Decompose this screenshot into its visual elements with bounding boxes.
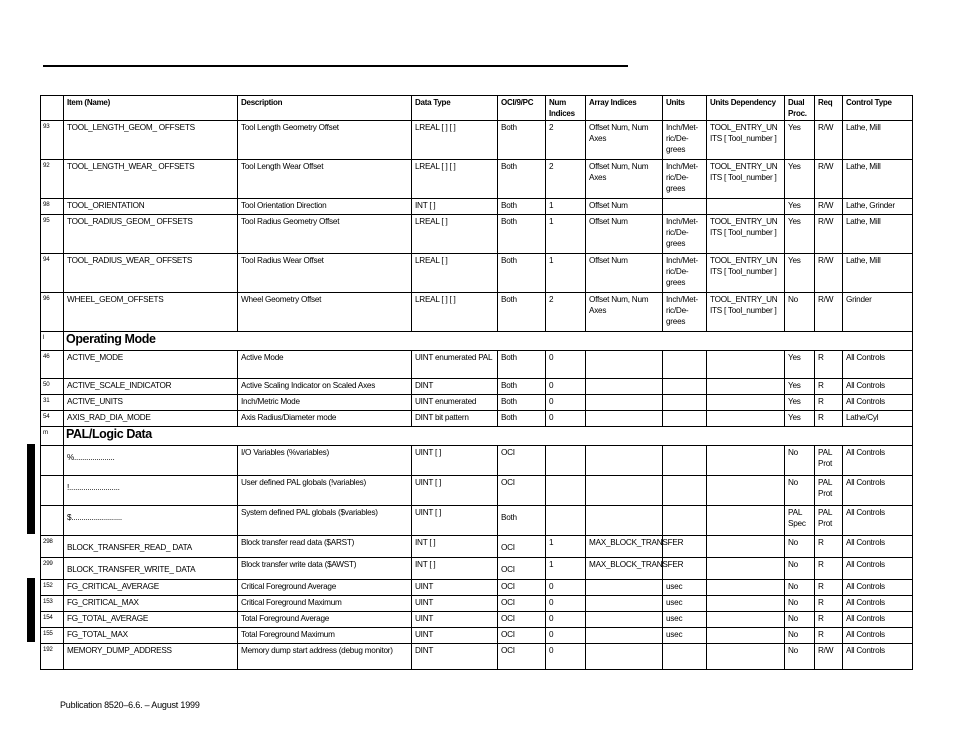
- cell-oci: OCI: [498, 644, 546, 670]
- cell-name: AXIS_RAD_DIA_MODE: [64, 411, 238, 427]
- cell-nidx: [546, 476, 586, 506]
- cell-req: PAL Prot: [815, 476, 843, 506]
- cell-desc: Inch/Metric Mode: [238, 395, 412, 411]
- cell-dtype: DINT: [412, 379, 498, 395]
- section-row: [41, 427, 913, 446]
- cell-units: usec: [663, 612, 707, 628]
- cell-name: TOOL_ORIENTATION: [64, 199, 238, 215]
- cell-desc: Tool Length Wear Offset: [238, 160, 412, 199]
- cell-udep: [707, 446, 785, 476]
- cell-num: 98: [41, 199, 64, 215]
- cell-dtype: LREAL [ ]: [412, 215, 498, 254]
- cell-dual: No: [785, 446, 815, 476]
- cell-udep: [707, 596, 785, 612]
- cell-aidx: [586, 379, 663, 395]
- cell-oci: Both: [498, 121, 546, 160]
- cell-units: [663, 351, 707, 379]
- cell-name: FG_CRITICAL_MAX: [64, 596, 238, 612]
- column-header: Num Indices: [546, 96, 586, 121]
- cell-name: TOOL_LENGTH_GEOM_ OFFSETS: [64, 121, 238, 160]
- cell-dual: Yes: [785, 411, 815, 427]
- cell-dtype: UINT: [412, 580, 498, 596]
- cell-nidx: 1: [546, 254, 586, 293]
- cell-aidx: [586, 476, 663, 506]
- cell-desc: Critical Foreground Maximum: [238, 596, 412, 612]
- cell-req: R/W: [815, 199, 843, 215]
- cell-name: MEMORY_DUMP_ADDRESS: [64, 644, 238, 670]
- table-row: [41, 558, 913, 580]
- top-rule: [43, 65, 628, 67]
- change-bar: [27, 444, 35, 534]
- cell-nidx: 1: [546, 536, 586, 558]
- cell-dual: No: [785, 644, 815, 670]
- publication-footer: Publication 8520–6.6. – August 1999: [60, 700, 200, 710]
- cell-name: ACTIVE_UNITS: [64, 395, 238, 411]
- section-title: Operating Mode: [64, 332, 913, 351]
- cell-name: !.........................: [64, 476, 238, 506]
- cell-num: 50: [41, 379, 64, 395]
- cell-ctype: All Controls: [843, 644, 913, 670]
- cell-oci: OCI: [498, 476, 546, 506]
- section-row: [41, 332, 913, 351]
- cell-name: %....................: [64, 446, 238, 476]
- cell-dual: Yes: [785, 121, 815, 160]
- data-table: [40, 95, 913, 670]
- cell-aidx: [586, 506, 663, 536]
- cell-dual: No: [785, 476, 815, 506]
- cell-req: R: [815, 558, 843, 580]
- cell-num: 298: [41, 536, 64, 558]
- cell-name: TOOL_RADIUS_WEAR_ OFFSETS: [64, 254, 238, 293]
- cell-num: 31: [41, 395, 64, 411]
- cell-units: usec: [663, 580, 707, 596]
- column-header: Array Indices: [586, 96, 663, 121]
- column-header: Units: [663, 96, 707, 121]
- cell-dtype: INT [ ]: [412, 558, 498, 580]
- cell-units: [663, 379, 707, 395]
- cell-units: [663, 644, 707, 670]
- change-bar: [27, 578, 35, 642]
- cell-dtype: UINT [ ]: [412, 506, 498, 536]
- cell-req: R: [815, 596, 843, 612]
- cell-ctype: Lathe/Cyl: [843, 411, 913, 427]
- cell-nidx: 2: [546, 160, 586, 199]
- cell-oci: OCI: [498, 596, 546, 612]
- cell-dtype: UINT: [412, 612, 498, 628]
- section-mark: m: [41, 427, 64, 446]
- cell-dtype: UINT enumerated: [412, 395, 498, 411]
- cell-units: [663, 476, 707, 506]
- cell-dual: Yes: [785, 395, 815, 411]
- cell-oci: Both: [498, 199, 546, 215]
- cell-oci: Both: [498, 254, 546, 293]
- cell-nidx: 0: [546, 612, 586, 628]
- cell-dual: No: [785, 536, 815, 558]
- cell-oci: Both: [498, 395, 546, 411]
- cell-dtype: DINT bit pattern: [412, 411, 498, 427]
- cell-dtype: INT [ ]: [412, 199, 498, 215]
- cell-nidx: 0: [546, 596, 586, 612]
- cell-dual: No: [785, 293, 815, 332]
- section-mark: l: [41, 332, 64, 351]
- cell-dtype: UINT [ ]: [412, 446, 498, 476]
- cell-nidx: 1: [546, 199, 586, 215]
- cell-oci: Both: [498, 160, 546, 199]
- column-header: Units Dependency: [707, 96, 785, 121]
- cell-name: FG_TOTAL_AVERAGE: [64, 612, 238, 628]
- cell-name: FG_CRITICAL_AVERAGE: [64, 580, 238, 596]
- cell-udep: [707, 476, 785, 506]
- cell-udep: [707, 411, 785, 427]
- cell-aidx: Offset Num: [586, 215, 663, 254]
- table-row: [41, 411, 913, 427]
- cell-udep: TOOL_ENTRY_UN ITS [ Tool_number ]: [707, 121, 785, 160]
- cell-aidx: Offset Num, Num Axes: [586, 160, 663, 199]
- cell-ctype: Lathe, Mill: [843, 160, 913, 199]
- cell-name: BLOCK_TRANSFER_WRITE_ DATA: [64, 558, 238, 580]
- cell-aidx: [586, 644, 663, 670]
- cell-aidx: Offset Num, Num Axes: [586, 293, 663, 332]
- cell-oci: Both: [498, 215, 546, 254]
- column-header: Description: [238, 96, 412, 121]
- column-header: Item (Name): [64, 96, 238, 121]
- cell-ctype: Lathe, Mill: [843, 254, 913, 293]
- cell-ctype: All Controls: [843, 476, 913, 506]
- cell-oci: Both: [498, 293, 546, 332]
- cell-req: R: [815, 411, 843, 427]
- table-row: [41, 379, 913, 395]
- table-row: [41, 644, 913, 670]
- cell-units: [663, 199, 707, 215]
- cell-units: [663, 411, 707, 427]
- cell-aidx: MAX_BLOCK_TRANSFER: [586, 536, 663, 558]
- cell-req: R: [815, 612, 843, 628]
- cell-req: R: [815, 351, 843, 379]
- cell-desc: Axis Radius/Diameter mode: [238, 411, 412, 427]
- cell-dual: Yes: [785, 351, 815, 379]
- table-row: [41, 199, 913, 215]
- cell-desc: Critical Foreground Average: [238, 580, 412, 596]
- column-header: Dual Proc.: [785, 96, 815, 121]
- cell-udep: [707, 199, 785, 215]
- cell-dual: Yes: [785, 160, 815, 199]
- cell-udep: TOOL_ENTRY_UN ITS [ Tool_number ]: [707, 160, 785, 199]
- cell-ctype: Lathe, Mill: [843, 215, 913, 254]
- cell-udep: [707, 580, 785, 596]
- cell-udep: [707, 395, 785, 411]
- cell-units: Inch/Met-ric/De-grees: [663, 254, 707, 293]
- table-row: [41, 160, 913, 199]
- cell-ctype: All Controls: [843, 446, 913, 476]
- cell-aidx: [586, 628, 663, 644]
- cell-req: PAL Prot: [815, 446, 843, 476]
- cell-dtype: UINT enumerated PAL: [412, 351, 498, 379]
- cell-nidx: 2: [546, 121, 586, 160]
- cell-name: BLOCK_TRANSFER_READ_ DATA: [64, 536, 238, 558]
- cell-req: R/W: [815, 254, 843, 293]
- cell-nidx: 1: [546, 215, 586, 254]
- cell-nidx: 1: [546, 558, 586, 580]
- column-header: Control Type: [843, 96, 913, 121]
- cell-udep: [707, 628, 785, 644]
- cell-units: Inch/Met-ric/De-grees: [663, 215, 707, 254]
- cell-num: 46: [41, 351, 64, 379]
- table-row: [41, 121, 913, 160]
- cell-req: R: [815, 536, 843, 558]
- table-row: [41, 476, 913, 506]
- cell-desc: Tool Length Geometry Offset: [238, 121, 412, 160]
- cell-name: $.........................: [64, 506, 238, 536]
- cell-num: 153: [41, 596, 64, 612]
- cell-dual: No: [785, 558, 815, 580]
- cell-oci: Both: [498, 351, 546, 379]
- cell-name: WHEEL_GEOM_OFFSETS: [64, 293, 238, 332]
- cell-ctype: All Controls: [843, 351, 913, 379]
- cell-num: 155: [41, 628, 64, 644]
- cell-oci: OCI: [498, 628, 546, 644]
- cell-aidx: MAX_BLOCK_TRANSFER: [586, 558, 663, 580]
- cell-units: [663, 395, 707, 411]
- cell-num: 152: [41, 580, 64, 596]
- cell-dual: Yes: [785, 379, 815, 395]
- cell-num: 92: [41, 160, 64, 199]
- cell-units: [663, 446, 707, 476]
- cell-udep: TOOL_ENTRY_UN ITS [ Tool_number ]: [707, 215, 785, 254]
- cell-req: R/W: [815, 215, 843, 254]
- cell-units: Inch/Met-ric/De-grees: [663, 293, 707, 332]
- cell-ctype: All Controls: [843, 379, 913, 395]
- cell-udep: [707, 536, 785, 558]
- cell-nidx: [546, 506, 586, 536]
- cell-dtype: LREAL [ ] [ ]: [412, 121, 498, 160]
- cell-desc: Tool Radius Geometry Offset: [238, 215, 412, 254]
- cell-dtype: LREAL [ ] [ ]: [412, 160, 498, 199]
- cell-udep: [707, 506, 785, 536]
- cell-ctype: All Controls: [843, 580, 913, 596]
- cell-ctype: All Controls: [843, 612, 913, 628]
- cell-nidx: 0: [546, 628, 586, 644]
- cell-dtype: INT [ ]: [412, 536, 498, 558]
- column-header: OCI/9/PC: [498, 96, 546, 121]
- table-row: [41, 293, 913, 332]
- table-row: [41, 612, 913, 628]
- cell-req: R/W: [815, 160, 843, 199]
- cell-desc: Block transfer read data ($ARST): [238, 536, 412, 558]
- cell-req: R/W: [815, 121, 843, 160]
- cell-udep: [707, 351, 785, 379]
- cell-units: [663, 506, 707, 536]
- cell-dtype: LREAL [ ] [ ]: [412, 293, 498, 332]
- cell-desc: Total Foreground Average: [238, 612, 412, 628]
- cell-oci: OCI: [498, 446, 546, 476]
- cell-req: R/W: [815, 644, 843, 670]
- cell-oci: Both: [498, 506, 546, 536]
- cell-desc: I/O Variables (%variables): [238, 446, 412, 476]
- cell-aidx: [586, 395, 663, 411]
- table-row: [41, 536, 913, 558]
- table-row: [41, 628, 913, 644]
- cell-num: 154: [41, 612, 64, 628]
- cell-dtype: UINT [ ]: [412, 476, 498, 506]
- column-header: Data Type: [412, 96, 498, 121]
- cell-req: R: [815, 580, 843, 596]
- cell-aidx: [586, 351, 663, 379]
- cell-aidx: Offset Num: [586, 254, 663, 293]
- cell-aidx: [586, 612, 663, 628]
- cell-num: 96: [41, 293, 64, 332]
- cell-num: 94: [41, 254, 64, 293]
- cell-num: 192: [41, 644, 64, 670]
- cell-dual: Yes: [785, 199, 815, 215]
- cell-dual: Yes: [785, 254, 815, 293]
- cell-num: 95: [41, 215, 64, 254]
- column-header: [41, 96, 64, 121]
- cell-oci: Both: [498, 411, 546, 427]
- cell-name: TOOL_LENGTH_WEAR_ OFFSETS: [64, 160, 238, 199]
- cell-aidx: [586, 411, 663, 427]
- cell-req: R/W: [815, 293, 843, 332]
- cell-num: 299: [41, 558, 64, 580]
- cell-name: ACTIVE_SCALE_INDICATOR: [64, 379, 238, 395]
- cell-oci: OCI: [498, 580, 546, 596]
- cell-desc: Wheel Geometry Offset: [238, 293, 412, 332]
- cell-name: ACTIVE_MODE: [64, 351, 238, 379]
- cell-num: [41, 476, 64, 506]
- cell-oci: OCI: [498, 612, 546, 628]
- table-row: [41, 506, 913, 536]
- cell-aidx: Offset Num: [586, 199, 663, 215]
- cell-udep: [707, 612, 785, 628]
- cell-nidx: [546, 446, 586, 476]
- cell-nidx: 0: [546, 644, 586, 670]
- cell-dual: PAL Spec: [785, 506, 815, 536]
- cell-num: [41, 446, 64, 476]
- cell-dtype: LREAL [ ]: [412, 254, 498, 293]
- cell-dtype: UINT: [412, 628, 498, 644]
- cell-udep: [707, 558, 785, 580]
- cell-aidx: [586, 580, 663, 596]
- cell-udep: TOOL_ENTRY_UN ITS [ Tool_number ]: [707, 254, 785, 293]
- cell-units: usec: [663, 596, 707, 612]
- cell-dtype: DINT: [412, 644, 498, 670]
- cell-dual: No: [785, 612, 815, 628]
- cell-desc: User defined PAL globals (!variables): [238, 476, 412, 506]
- cell-oci: Both: [498, 379, 546, 395]
- table-row: [41, 596, 913, 612]
- cell-name: FG_TOTAL_MAX: [64, 628, 238, 644]
- table-row: [41, 351, 913, 379]
- cell-ctype: All Controls: [843, 395, 913, 411]
- cell-ctype: Lathe, Grinder: [843, 199, 913, 215]
- cell-desc: Active Scaling Indicator on Scaled Axes: [238, 379, 412, 395]
- cell-udep: [707, 379, 785, 395]
- cell-units: Inch/Met-ric/De-grees: [663, 121, 707, 160]
- cell-ctype: All Controls: [843, 596, 913, 612]
- cell-ctype: All Controls: [843, 558, 913, 580]
- cell-desc: Tool Orientation Direction: [238, 199, 412, 215]
- cell-dual: No: [785, 628, 815, 644]
- cell-desc: Total Foreground Maximum: [238, 628, 412, 644]
- cell-name: TOOL_RADIUS_GEOM_ OFFSETS: [64, 215, 238, 254]
- cell-dual: No: [785, 596, 815, 612]
- cell-nidx: 0: [546, 379, 586, 395]
- cell-units: usec: [663, 628, 707, 644]
- cell-aidx: [586, 596, 663, 612]
- cell-desc: Block transfer write data ($AWST): [238, 558, 412, 580]
- cell-aidx: Offset Num, Num Axes: [586, 121, 663, 160]
- cell-ctype: All Controls: [843, 628, 913, 644]
- cell-ctype: All Controls: [843, 536, 913, 558]
- section-title: PAL/Logic Data: [64, 427, 913, 446]
- table-row: [41, 215, 913, 254]
- header-row: [41, 96, 913, 121]
- cell-aidx: [586, 446, 663, 476]
- cell-udep: [707, 644, 785, 670]
- cell-desc: System defined PAL globals ($variables): [238, 506, 412, 536]
- cell-units: Inch/Met-ric/De-grees: [663, 160, 707, 199]
- cell-desc: Active Mode: [238, 351, 412, 379]
- cell-nidx: 0: [546, 351, 586, 379]
- cell-req: R: [815, 395, 843, 411]
- cell-udep: TOOL_ENTRY_UN ITS [ Tool_number ]: [707, 293, 785, 332]
- cell-req: PAL Prot: [815, 506, 843, 536]
- cell-desc: Memory dump start address (debug monitor): [238, 644, 412, 670]
- cell-oci: OCI: [498, 558, 546, 580]
- cell-dual: No: [785, 580, 815, 596]
- table-row: [41, 446, 913, 476]
- cell-dtype: UINT: [412, 596, 498, 612]
- cell-ctype: Lathe, Mill: [843, 121, 913, 160]
- cell-oci: OCI: [498, 536, 546, 558]
- cell-req: R: [815, 379, 843, 395]
- cell-nidx: 2: [546, 293, 586, 332]
- table-row: [41, 395, 913, 411]
- table-row: [41, 254, 913, 293]
- cell-nidx: 0: [546, 395, 586, 411]
- cell-desc: Tool Radius Wear Offset: [238, 254, 412, 293]
- cell-num: [41, 506, 64, 536]
- cell-num: 54: [41, 411, 64, 427]
- cell-req: R: [815, 628, 843, 644]
- cell-num: 93: [41, 121, 64, 160]
- cell-ctype: Grinder: [843, 293, 913, 332]
- cell-nidx: 0: [546, 580, 586, 596]
- column-header: Req: [815, 96, 843, 121]
- table-row: [41, 580, 913, 596]
- cell-nidx: 0: [546, 411, 586, 427]
- cell-dual: Yes: [785, 215, 815, 254]
- cell-ctype: All Controls: [843, 506, 913, 536]
